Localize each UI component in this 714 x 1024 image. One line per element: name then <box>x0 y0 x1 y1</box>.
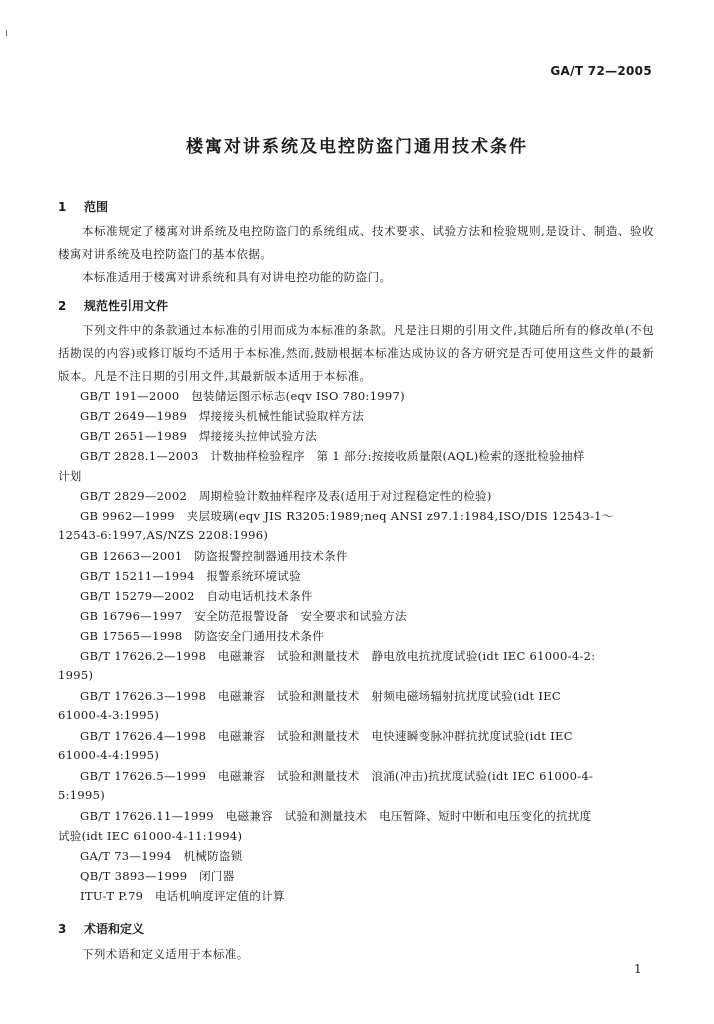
reference-item: GB 12663—2001 防盗报警控制器通用技术条件 <box>80 549 348 563</box>
reference-item: GB/T 191—2000 包装储运图示标志(eqv ISO 780:1997) <box>80 389 405 403</box>
reference-item: GB 9962—1999 夹层玻璃(eqv JIS R3205:1989;neq ANSI z97.1:1984,ISO/DIS 12543-1～ <box>80 509 614 523</box>
reference-item-continued: 61000-4-4:1995) <box>58 748 160 762</box>
section-2-heading <box>58 297 168 314</box>
reference-item: GB/T 2829—2002 周期检验计数抽样程序及表(适用于对过程稳定性的检验) <box>80 489 492 503</box>
section-title: 术语和定义 <box>84 922 145 936</box>
normative-references-intro: 下列文件中的条款通过本标准的引用而成为本标准的条款。凡是注日期的引用文件,其随后所有的修改单(不包括勘误的内容)或修订版均不适用于本标准,然而,鼓励根据本标准达成协议的各方研究是否可使用这些文件的最新版本。凡是不注日期的引用文件,其最新版本适用于本标准。 <box>58 323 654 383</box>
section-title: 规范性引用文件 <box>84 299 169 313</box>
reference-item-continued: 1995) <box>58 668 94 682</box>
reference-item: GB/T 2649—1989 焊接接头机械性能试验取样方法 <box>80 409 365 423</box>
reference-item: GB/T 17626.11—1999 电磁兼容 试验和测量技术 电压暂降、短时中断和电压变化的抗扰度 <box>80 809 592 823</box>
reference-item-continued: 61000-4-3:1995) <box>58 708 160 722</box>
section-number: 3 <box>58 922 67 936</box>
reference-item: GA/T 73—1994 机械防盗锁 <box>80 849 243 863</box>
page-number: 1 <box>634 962 642 976</box>
reference-item-continued: 12543-6:1997,AS/NZS 2208:1996) <box>58 528 269 542</box>
reference-item: GB/T 17626.5—1999 电磁兼容 试验和测量技术 浪涌(冲击)抗扰度试验(idt IEC 61000-4- <box>80 769 594 783</box>
standard-number: GA/T 72—2005 <box>550 64 652 78</box>
scan-speck <box>6 30 7 36</box>
reference-item: GB 17565—1998 防盗安全门通用技术条件 <box>80 629 325 643</box>
reference-item: GB/T 17626.3—1998 电磁兼容 试验和测量技术 射频电磁场辐射抗扰度试验(idt IEC <box>80 689 561 703</box>
scope-paragraph: 本标准规定了楼寓对讲系统及电控防盗门的系统组成、技术要求、试验方法和检验规则,是设计、制造、验收楼寓对讲系统及电控防盗门的基本依据。 <box>58 224 654 261</box>
reference-item: GB/T 2828.1—2003 计数抽样检验程序 第 1 部分:按接收质量限(AQL)检索的逐批检验抽样 <box>80 449 585 463</box>
reference-item: QB/T 3893—1999 闭门器 <box>80 869 235 883</box>
section-title: 范围 <box>84 200 109 214</box>
reference-item: ITU-T P.79 电话机响度评定值的计算 <box>80 889 285 903</box>
terms-intro: 下列术语和定义适用于本标准。 <box>82 947 249 961</box>
reference-item-continued: 试验(idt IEC 61000-4-11:1994) <box>58 829 243 843</box>
reference-item: GB/T 17626.4—1998 电磁兼容 试验和测量技术 电快速瞬变脉冲群抗扰度试验(idt IEC <box>80 729 573 743</box>
reference-item-continued: 计划 <box>58 469 82 483</box>
section-number: 2 <box>58 299 67 313</box>
section-1-heading <box>58 198 108 215</box>
reference-item: GB/T 2651—1989 焊接接头拉伸试验方法 <box>80 429 317 443</box>
reference-item: GB/T 15211—1994 报警系统环境试验 <box>80 569 301 583</box>
reference-item: GB 16796—1997 安全防范报警设备 安全要求和试验方法 <box>80 609 407 623</box>
reference-item: GB/T 17626.2—1998 电磁兼容 试验和测量技术 静电放电抗扰度试验(idt IEC 61000-4-2: <box>80 649 596 663</box>
section-number: 1 <box>58 200 67 214</box>
section-3-heading <box>58 920 144 937</box>
scope-applicability-paragraph: 本标准适用于楼寓对讲系统和具有对讲电控功能的防盗门。 <box>82 270 392 284</box>
reference-item: GB/T 15279—2002 自动电话机技术条件 <box>80 589 313 603</box>
reference-item-continued: 5:1995) <box>58 788 106 802</box>
document-title: 楼寓对讲系统及电控防盗门通用技术条件 <box>186 137 528 157</box>
